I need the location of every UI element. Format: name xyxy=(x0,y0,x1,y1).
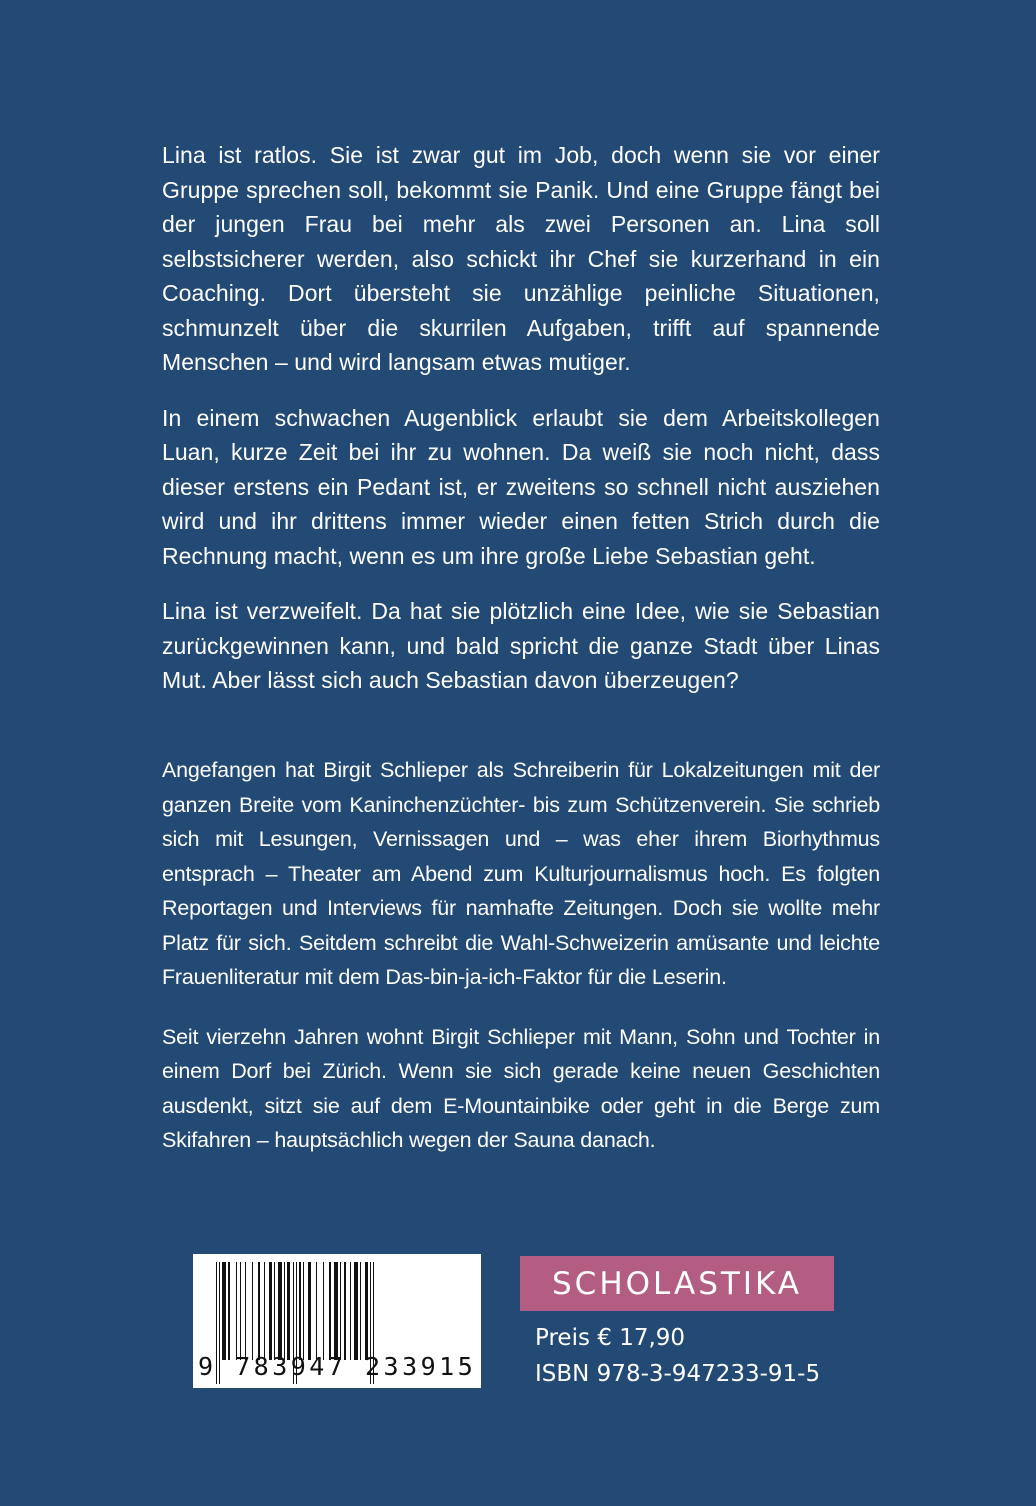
barcode-bar xyxy=(350,1262,351,1360)
barcode-bar xyxy=(323,1262,324,1360)
bio-paragraph-2: Seit vierzehn Jahren wohnt Birgit Schlieper mit Mann, Sohn und Tochter in einem Dorf bei Zürich. Wenn sie sich gerade keine neuen Geschichten ausdenkt, sitzt sie auf dem E-Mountainbike oder geht in die Berge zum Skifahren – hauptsächlich wegen der Sauna danach. xyxy=(162,1024,880,1152)
barcode-bar xyxy=(308,1262,311,1360)
barcode-bar xyxy=(269,1262,272,1360)
price: Preis € 17,90 xyxy=(535,1325,686,1351)
barcode-bar xyxy=(329,1262,331,1360)
book-blurb xyxy=(162,138,880,719)
barcode-bar xyxy=(228,1262,230,1360)
blurb-paragraph-2: In einem schwachen Augenblick erlaubt sie dem Arbeitskollegen Luan, kurze Zeit bei ihr zu wohnen. Da weiß sie noch nicht, dass dieser erstens ein Pedant ist, er zweitens so schnell nicht ausziehen wird und ihr drittens immer wieder einen fetten Strich durch die Rechnung macht, wenn es um ihre große Liebe Sebastian geht. xyxy=(162,404,880,569)
barcode-bar xyxy=(245,1262,246,1360)
barcode-bar xyxy=(340,1262,341,1360)
bio-paragraph-1: Angefangen hat Birgit Schlieper als Schreiberin für Lokalzeitungen mit der ganzen Breite vom Kaninchenzüchter- bis zum Schützenverein. Sie schrieb sich mit Lesungen, Vernissagen und – was eher ihrem Biorhythmus entsprach – Theater am Abend zum Kulturjournalismus hoch. Es folgten Reportagen und Interviews für namhafte Zeitungen. Doch sie wollte mehr Platz für sich. Seitdem schreibt die Wahl-Schweizerin amüsante und leichte Frauenliteratur mit dem Das-bin-ja-ich-Faktor für die Leserin. xyxy=(162,758,880,989)
barcode-bar xyxy=(222,1262,226,1360)
barcode-bar xyxy=(303,1262,304,1360)
author-bio xyxy=(162,753,880,1183)
blurb-paragraph-1: Lina ist ratlos. Sie ist zwar gut im Job, doch wenn sie vor einer Gruppe sprechen soll, bekommt sie Panik. Und eine Gruppe fängt bei der jungen Frau bei mehr als zwei Personen an. Lina soll selbstsicherer werden, also schickt ihr Chef sie kurzerhand in ein Coaching. Dort übersteht sie unzählige peinliche Situationen, schmunzelt über die skurrilen Aufgaben, trifft auf spannende Menschen – und wird langsam etwas mutiger. xyxy=(162,142,880,375)
price-info xyxy=(535,1320,820,1392)
barcode-bar xyxy=(334,1262,338,1360)
barcode-digits: 9 783947 233915 xyxy=(198,1352,477,1381)
barcode-bar xyxy=(316,1262,317,1360)
barcode-bar xyxy=(240,1262,241,1360)
barcode-bar xyxy=(360,1262,361,1360)
barcode-bars xyxy=(216,1262,461,1362)
blurb-paragraph-3: Lina ist verzweifelt. Da hat sie plötzlich eine Idee, wie sie Sebastian zurückgewinnen kann, und bald spricht die ganze Stadt über Linas Mut. Aber lässt sich auch Sebastian davon überzeugen? xyxy=(162,598,880,693)
barcode-bar xyxy=(264,1262,265,1360)
barcode-bar xyxy=(258,1262,260,1360)
barcode-bar xyxy=(284,1262,285,1360)
barcode-bar xyxy=(354,1262,358,1360)
barcode-bar xyxy=(287,1262,290,1360)
barcode-bar xyxy=(236,1262,237,1360)
barcode xyxy=(193,1254,481,1388)
barcode-bar xyxy=(299,1262,301,1360)
publisher-label: SCHOLASTIKA xyxy=(520,1256,834,1311)
barcode-bar xyxy=(252,1262,253,1360)
barcode-bar xyxy=(278,1262,282,1360)
isbn: ISBN 978-3-947233-91-5 xyxy=(535,1361,821,1387)
barcode-bar xyxy=(274,1262,275,1360)
barcode-bar xyxy=(344,1262,346,1360)
barcode-bar xyxy=(365,1262,368,1360)
